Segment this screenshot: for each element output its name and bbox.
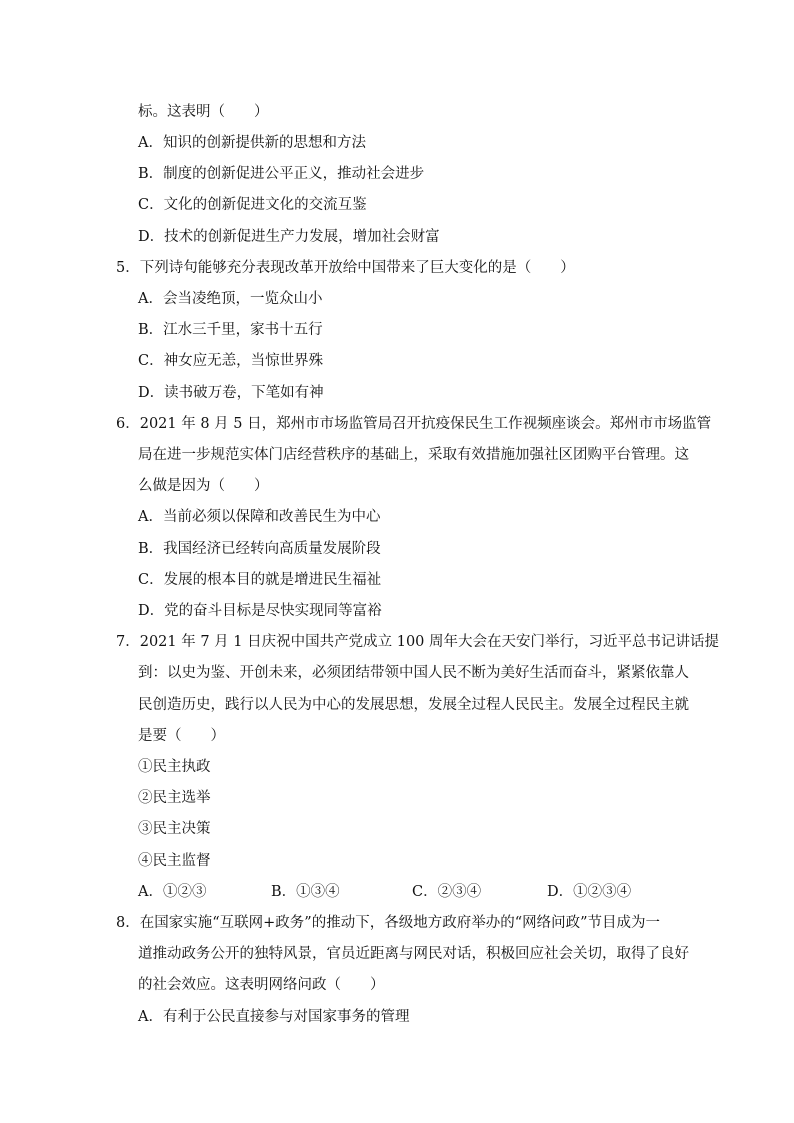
q4-option-c: C．文化的创新促进文化的交流互鉴 — [138, 197, 367, 213]
q7-option-b: B．①③④ — [271, 884, 340, 900]
q7-item-3: ③民主决策 — [138, 821, 211, 837]
q7-option-d: D．①②③④ — [547, 884, 632, 900]
q5-option-d: D．读书破万卷，下笔如有神 — [138, 385, 324, 401]
q7-stem-line-2: 到：以史为鉴、开创未来，必须团结带领中国人民不断为美好生活而奋斗，紧紧依靠人 — [138, 665, 689, 681]
q7-option-a: A．①②③ — [138, 884, 207, 900]
q4-option-b: B．制度的创新促进公平正义，推动社会进步 — [138, 166, 425, 182]
q8-option-a: A．有利于公民直接参与对国家事务的管理 — [138, 1009, 410, 1025]
q7-item-2: ②民主选举 — [138, 790, 211, 806]
q6-option-c: C．发展的根本目的就是增进民生福祉 — [138, 572, 382, 588]
q6-stem-line-3: 么做是因为（ ） — [138, 478, 269, 494]
q7-stem-line-1: 7．2021 年 7 月 1 日庆祝中国共产党成立 100 周年大会在天安门举行，习近平总书记讲话提 — [116, 634, 720, 650]
q4-option-a: A．知识的创新提供新的思想和方法 — [138, 135, 366, 151]
q7-option-c: C．②③④ — [412, 884, 482, 900]
q8-stem-line-2: 道推动政务公开的独特风景，官员近距离与网民对话，积极回应社会关切，取得了良好 — [138, 946, 689, 962]
q6-option-d: D．党的奋斗目标是尽快实现同等富裕 — [138, 603, 382, 619]
q7-item-4: ④民主监督 — [138, 853, 211, 869]
q6-stem-line-2: 局在进一步规范实体门店经营秩序的基础上，采取有效措施加强社区团购平台管理。这 — [138, 447, 689, 463]
q5-option-a: A．会当凌绝顶，一览众山小 — [138, 291, 323, 307]
q6-stem-line-1: 6．2021 年 8 月 5 日，郑州市市场监管局召开抗疫保民生工作视频座谈会。郑州市市场监管 — [116, 416, 712, 432]
q8-stem-line-1: 8．在国家实施“互联网+政务”的推动下，各级地方政府举办的“网络问政”节目成为一 — [116, 915, 661, 931]
q5-option-c: C．神女应无恙，当惊世界殊 — [138, 353, 324, 369]
q5-stem: 5．下列诗句能够充分表现改革开放给中国带来了巨大变化的是（ ） — [116, 260, 575, 276]
q6-option-a: A．当前必须以保障和改善民生为中心 — [138, 509, 381, 525]
q7-item-1: ①民主执政 — [138, 759, 211, 775]
q4-option-d: D．技术的创新促进生产力发展，增加社会财富 — [138, 229, 440, 245]
q5-option-b: B．江水三千里，家书十五行 — [138, 322, 323, 338]
q8-stem-line-3: 的社会效应。这表明网络问政（ ） — [138, 977, 385, 993]
q6-option-b: B．我国经济已经转向高质量发展阶段 — [138, 541, 381, 557]
q7-stem-line-4: 是要（ ） — [138, 728, 225, 744]
q4-stem-tail: 标。这表明（ ） — [138, 104, 269, 120]
q7-stem-line-3: 民创造历史，践行以人民为中心的发展思想，发展全过程人民民主。发展全过程民主就 — [138, 697, 689, 713]
